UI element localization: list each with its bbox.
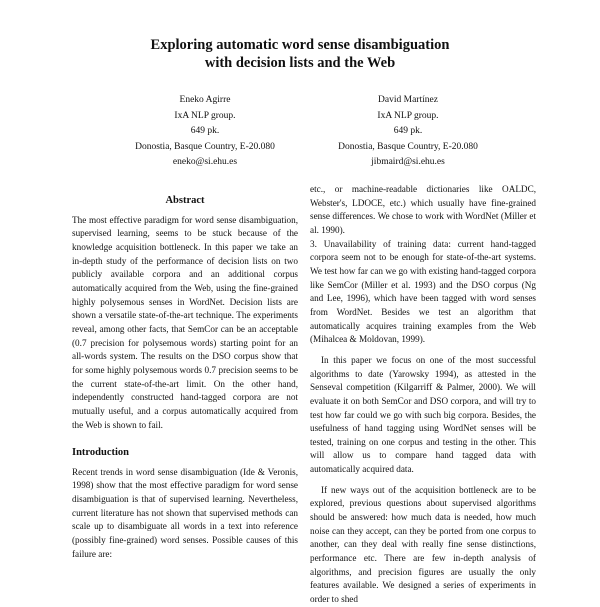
author-address-line: Donostia, Basque Country, E-20.080 bbox=[338, 141, 478, 152]
author-affiliation: IxA NLP group. bbox=[377, 110, 439, 121]
author-email: eneko@si.ehu.es bbox=[172, 157, 238, 167]
body-paragraph: etc., or machine-readable dictionaries like OALDC, Webster's, LDOCE, etc.) which usually have fine-grained sense differences. We chose to work with WordNet (Miller et al. 1990). bbox=[310, 184, 536, 235]
author-name: Eneko Agirre bbox=[179, 95, 231, 105]
title-line-2: with decision lists and the Web bbox=[204, 55, 396, 71]
author-block-2 bbox=[303, 93, 513, 171]
author-email: jibmaird@si.ehu.es bbox=[371, 157, 445, 167]
abstract-text: The most effective paradigm for word sense disambiguation, supervised learning, seems to be stuck because of the knowledge acquisition bottleneck. In this paper we take an in-depth study of the performance of decision lists on two publicly available corpora and an additional corpus automatically acquired from the Web, using the fine-grained highly polysemous senses in WordNet. Decision lists are shown a versatile state-of-the-art technique. The experiments reveal, among other facts, that SemCor can be an acceptable (0.7 precision for polysemous words) starting point for an all-words system. The results on the DSO corpus show that for some highly polysemous words 0.7 precision seems to be the current state-of-the-art limit. On the other hand, independently constructed hand-tagged corpora are not mutually useful, and a corpus automatically acquired from the Web is shown to fail. bbox=[72, 214, 298, 430]
body-paragraph: If new ways out of the acquisition bottleneck are to be explored, previous questions about supervised algorithms should be answered: how much data is needed, how much noise can they accept, can they be ported from one corpus to another, can they deal with really fine sense distinctions, performance etc. There are few in-depth analysis of algorithms, and precision figures are usually the only features available. We designed a series of experiments in order to shed bbox=[310, 484, 536, 605]
introduction-text: Recent trends in word sense disambiguation (Ide & Veronis, 1998) show that the most effective paradigm for word sense disambiguation is that of supervised learning. Nevertheless, current literature has not shown that supervised methods can scale up to disambiguate all words in a text into reference (possibly fine-grained) word senses. Possible causes of this failure are: bbox=[72, 466, 298, 559]
right-column bbox=[310, 183, 536, 607]
introduction-heading: Introduction bbox=[72, 447, 129, 459]
author-address-line: Donostia, Basque Country, E-20.080 bbox=[135, 141, 275, 152]
author-address-line: 649 pk. bbox=[393, 126, 423, 136]
paper-title bbox=[0, 36, 600, 72]
author-address-line: 649 pk. bbox=[190, 126, 220, 136]
body-paragraph: In this paper we focus on one of the most successful algorithms to date (Yarowsky 1994), as attested in the Senseval competition (Kilgarriff & Palmer, 2000). We will evaluate it on both SemCor and DSO corpora, and will try to test how far could we go with such big corpora. Besides, the usefulness of hand tagging using WordNet senses will be tested, training on one corpus and testing in the other. This will allow us to compare hand tagged data with automatically acquired data. bbox=[310, 354, 536, 475]
left-column bbox=[72, 182, 298, 561]
author-affiliation: IxA NLP group. bbox=[174, 110, 236, 121]
title-line-1: Exploring automatic word sense disambiguation bbox=[150, 37, 450, 53]
author-block-1 bbox=[100, 93, 310, 171]
author-name: David Martínez bbox=[378, 95, 438, 105]
abstract-heading: Abstract bbox=[165, 195, 205, 206]
body-paragraph: 3. Unavailability of training data: current hand-tagged corpora seem not to be enough for state-of-the-art systems. We test how far can we go with existing hand-tagged corpora like SemCor (Miller et al. 1993) and the DSO corpus (Ng and Lee, 1996), which have been tagged with word senses from WordNet. Besides we test an algorithm that automatically acquires training examples from the Web (Mihalcea & Moldovan, 1999). bbox=[310, 238, 536, 345]
